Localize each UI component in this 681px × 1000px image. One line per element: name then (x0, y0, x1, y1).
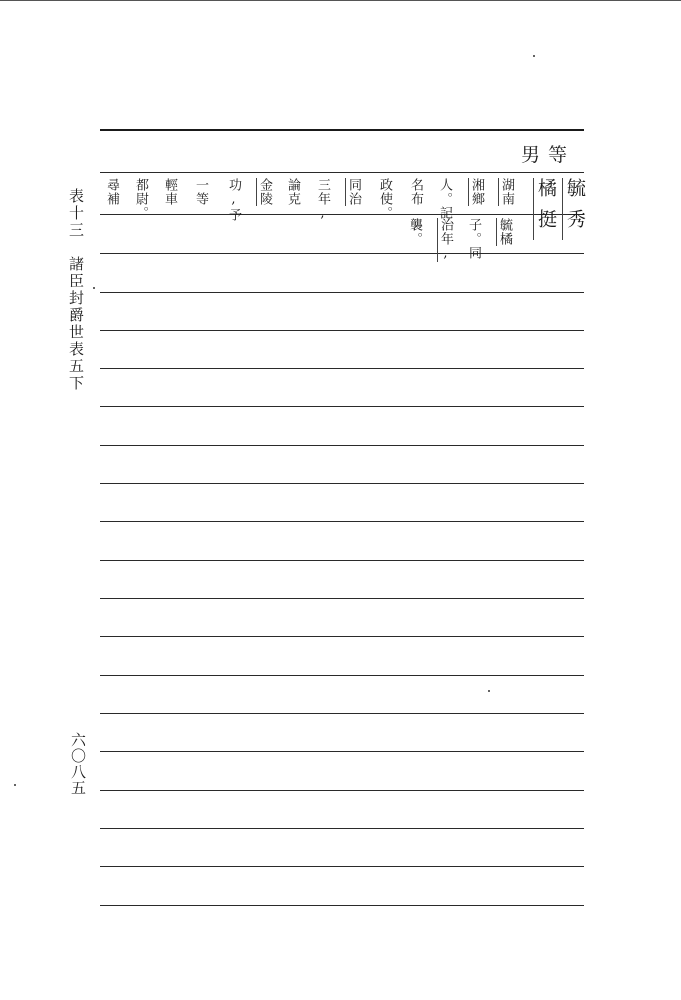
table-rule (100, 790, 584, 791)
holder-name-2: 橘挺 (535, 178, 557, 240)
table-rule (100, 905, 584, 906)
table-rule (100, 751, 584, 752)
row1-col: 都尉。 (133, 178, 148, 220)
row2-col: 子。同 (466, 218, 481, 260)
row1-col: 湘鄉 (469, 178, 484, 206)
row1-col: 功,予 (226, 178, 241, 222)
row2-col: 襲。 (407, 218, 422, 246)
table-rule (100, 406, 584, 407)
margin-label: 表十三 諸臣封爵世表五下 (67, 188, 85, 392)
table-rule (100, 675, 584, 676)
row1-col: 同治 (346, 178, 361, 206)
rank-heading (521, 146, 575, 165)
page-number: 六〇八五 (69, 732, 87, 796)
scan-speck (14, 784, 16, 786)
table-rule (100, 214, 584, 215)
table-rule (100, 560, 584, 561)
row1-col: 尋補 (104, 178, 119, 206)
row1-col: 三年, (315, 178, 330, 222)
table-rule (100, 866, 584, 867)
row1-col: 人。記 (437, 178, 452, 220)
rank-heading-text: 男等 (520, 144, 575, 166)
table-rule (100, 172, 584, 173)
row1-col: 名布 (408, 178, 423, 206)
row1-col: 金陵 (257, 178, 272, 206)
table-top-rule (100, 129, 584, 131)
scan-speck (93, 287, 95, 289)
row1-col: 一等 (193, 178, 208, 206)
row1-col: 論克 (285, 178, 300, 206)
table-rule (100, 598, 584, 599)
table-rule (100, 828, 584, 829)
scan-speck (533, 55, 535, 57)
row1-col: 政使。 (377, 178, 392, 220)
table-rule (100, 253, 584, 254)
row2-col: 治年, (438, 218, 453, 262)
table-rule (100, 636, 584, 637)
table-rule (100, 483, 584, 484)
table-rule (100, 521, 584, 522)
page-top-border (0, 0, 681, 1)
scan-speck (488, 690, 490, 692)
table-rule (100, 445, 584, 446)
table-rule (100, 368, 584, 369)
table-rule (100, 713, 584, 714)
row1-col: 湖南 (499, 178, 514, 206)
row2-col: 毓橘 (497, 218, 512, 246)
holder-name-1: 毓秀 (564, 178, 586, 240)
table-rule (100, 330, 584, 331)
table-rule (100, 292, 584, 293)
row1-col: 輕車 (162, 178, 177, 206)
